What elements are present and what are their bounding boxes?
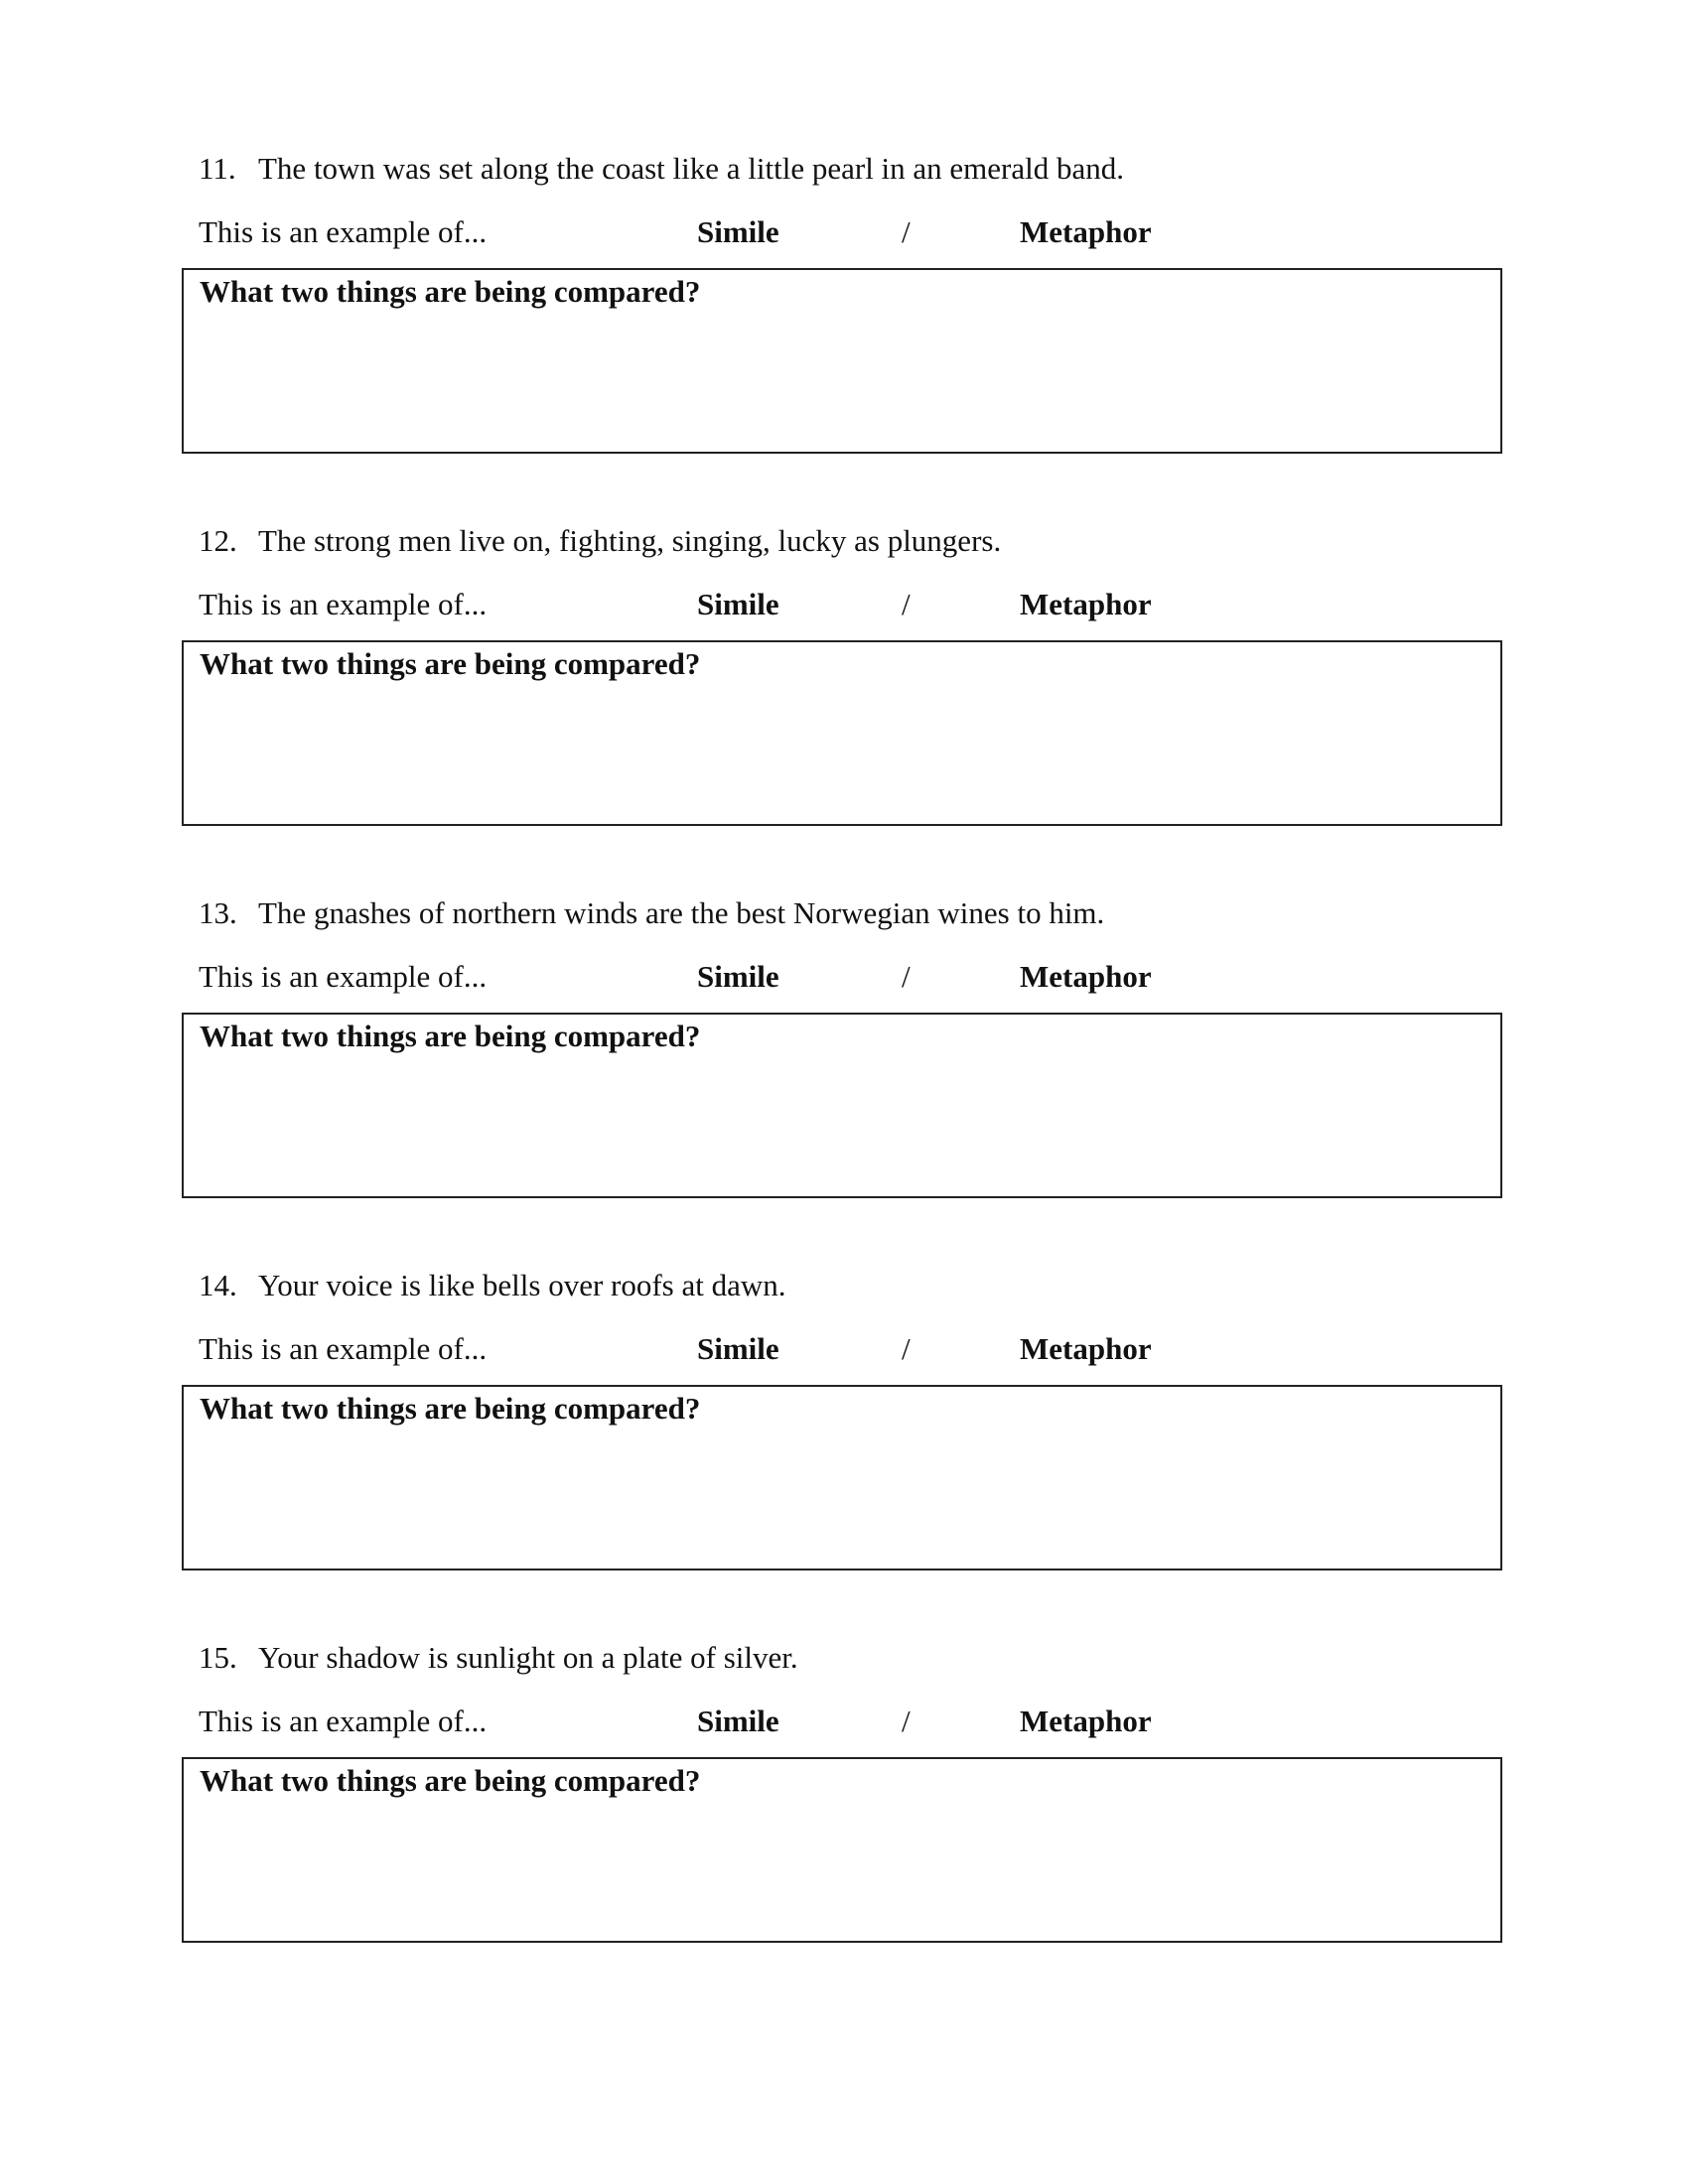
choice-row — [0, 1702, 1688, 1741]
question-sentence: Your voice is like bells over roofs at dawn. — [258, 1268, 786, 1302]
choice-row — [0, 585, 1688, 624]
choice-row — [0, 212, 1688, 252]
question-14 — [0, 1266, 1688, 1643]
question-11 — [0, 149, 1688, 526]
option-separator: / — [902, 1704, 911, 1738]
question-sentence: Your shadow is sunlight on a plate of silver. — [258, 1640, 798, 1675]
question-number: 11. — [199, 151, 236, 186]
simile-option[interactable]: Simile — [697, 587, 779, 621]
option-separator: / — [902, 1331, 911, 1366]
answer-box-prompt: What two things are being compared? — [200, 1019, 701, 1053]
question-12 — [0, 521, 1688, 898]
example-label: This is an example of... — [199, 1704, 488, 1738]
question-number: 15. — [199, 1640, 237, 1675]
question-line — [199, 521, 1001, 561]
simile-option[interactable]: Simile — [697, 214, 779, 249]
example-label: This is an example of... — [199, 587, 488, 621]
question-sentence: The town was set along the coast like a little pearl in an emerald band. — [258, 151, 1125, 186]
question-line — [199, 149, 1124, 189]
option-separator: / — [902, 214, 911, 249]
answer-box[interactable] — [182, 640, 1502, 826]
example-label: This is an example of... — [199, 214, 488, 249]
question-sentence: The strong men live on, fighting, singing, lucky as plungers. — [258, 523, 1002, 558]
question-sentence: The gnashes of northern winds are the best Norwegian wines to him. — [258, 895, 1105, 930]
answer-box-prompt: What two things are being compared? — [200, 646, 701, 681]
question-13 — [0, 893, 1688, 1271]
example-label: This is an example of... — [199, 959, 488, 994]
metaphor-option[interactable]: Metaphor — [1020, 959, 1152, 994]
question-number: 12. — [199, 523, 237, 558]
metaphor-option[interactable]: Metaphor — [1020, 214, 1152, 249]
answer-box[interactable] — [182, 1013, 1502, 1198]
answer-box[interactable] — [182, 1757, 1502, 1943]
choice-row — [0, 1329, 1688, 1369]
metaphor-option[interactable]: Metaphor — [1020, 587, 1152, 621]
simile-option[interactable]: Simile — [697, 959, 779, 994]
question-15 — [0, 1638, 1688, 2015]
metaphor-option[interactable]: Metaphor — [1020, 1331, 1152, 1366]
question-line — [199, 1638, 798, 1678]
answer-box[interactable] — [182, 268, 1502, 454]
answer-box-prompt: What two things are being compared? — [200, 274, 701, 309]
question-number: 13. — [199, 895, 237, 930]
answer-box[interactable] — [182, 1385, 1502, 1570]
option-separator: / — [902, 587, 911, 621]
question-line — [199, 1266, 786, 1305]
answer-box-prompt: What two things are being compared? — [200, 1763, 701, 1798]
option-separator: / — [902, 959, 911, 994]
metaphor-option[interactable]: Metaphor — [1020, 1704, 1152, 1738]
answer-box-prompt: What two things are being compared? — [200, 1391, 701, 1426]
question-number: 14. — [199, 1268, 237, 1302]
question-line — [199, 893, 1104, 933]
simile-option[interactable]: Simile — [697, 1704, 779, 1738]
simile-option[interactable]: Simile — [697, 1331, 779, 1366]
example-label: This is an example of... — [199, 1331, 488, 1366]
choice-row — [0, 957, 1688, 997]
